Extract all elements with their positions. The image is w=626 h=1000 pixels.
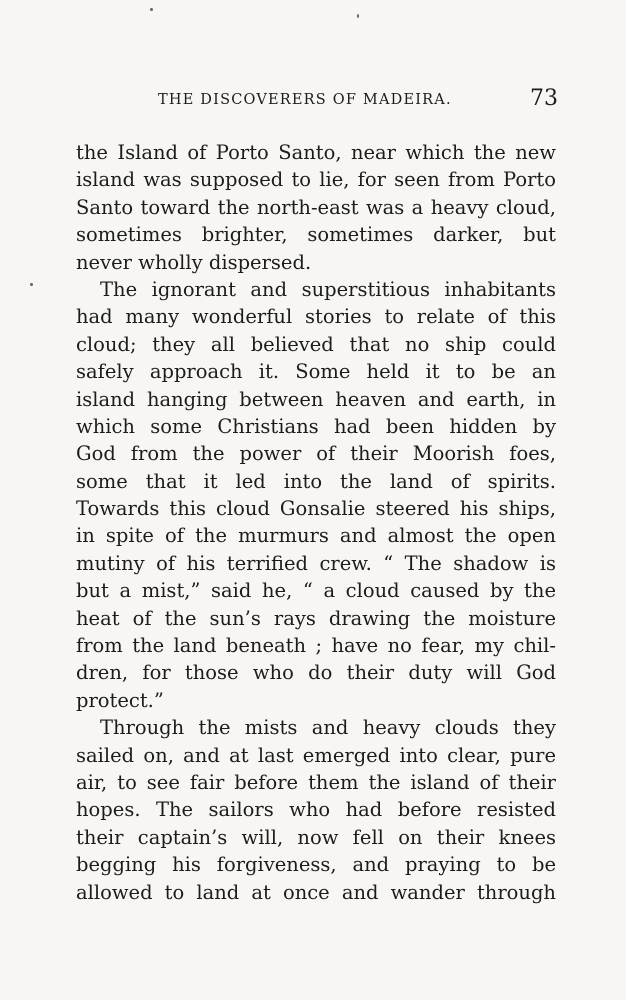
text-line: safely approach it. Some held it to be an <box>76 360 556 384</box>
text-line: sometimes brighter, sometimes darker, but <box>76 223 556 247</box>
text-line: Through the mists and heavy clouds they <box>100 716 556 740</box>
text-line: allowed to land at once and wander through <box>76 880 556 904</box>
text-line: from the land beneath ; have no fear, my chil- <box>76 634 556 658</box>
text-line: Towards this cloud Gonsalie steered his ships, <box>76 497 556 521</box>
text-line: begging his forgiveness, and praying to be <box>76 853 556 877</box>
running-title: THE DISCOVERERS OF MADEIRA. <box>158 92 452 108</box>
text-line: hopes. The sailors who had before resisted <box>76 798 556 822</box>
text-line: island hanging between heaven and earth, in <box>76 387 556 411</box>
text-line: air, to see fair before them the island of their <box>76 770 556 794</box>
text-line: heat of the sun’s rays drawing the moisture <box>76 606 556 630</box>
text-line: God from the power of their Moorish foes, <box>76 442 556 466</box>
text-line: but a mist,” said he, “ a cloud caused by the <box>76 579 556 603</box>
text-line: their captain’s will, now fell on their knees <box>76 825 556 849</box>
text-line: sailed on, and at last emerged into clear, pure <box>76 743 556 767</box>
text-line: some that it led into the land of spirits. <box>76 469 556 493</box>
text-line: which some Christians had been hidden by <box>76 414 556 438</box>
paper-speck <box>150 8 153 11</box>
page-number: 73 <box>530 86 558 111</box>
text-line: the Island of Porto Santo, near which the new <box>76 141 556 164</box>
text-line: had many wonderful stories to relate of this <box>76 305 556 329</box>
page-header <box>76 86 560 116</box>
text-line: protect.” <box>76 688 164 712</box>
paper-speck <box>357 14 359 18</box>
body-text <box>76 139 556 906</box>
text-line: in spite of the murmurs and almost the open <box>76 524 556 548</box>
text-line: dren, for those who do their duty will God <box>76 661 556 685</box>
text-line: cloud; they all believed that no ship could <box>76 332 556 356</box>
text-line: Santo toward the north-east was a heavy cloud, <box>76 195 556 219</box>
paper-speck <box>30 283 33 286</box>
text-line: island was supposed to lie, for seen from Porto <box>76 168 556 192</box>
text-line: mutiny of his terrified crew. “ The shadow is <box>76 551 556 575</box>
text-line: never wholly dispersed. <box>76 250 312 274</box>
text-line: The ignorant and superstitious inhabitants <box>100 277 556 301</box>
